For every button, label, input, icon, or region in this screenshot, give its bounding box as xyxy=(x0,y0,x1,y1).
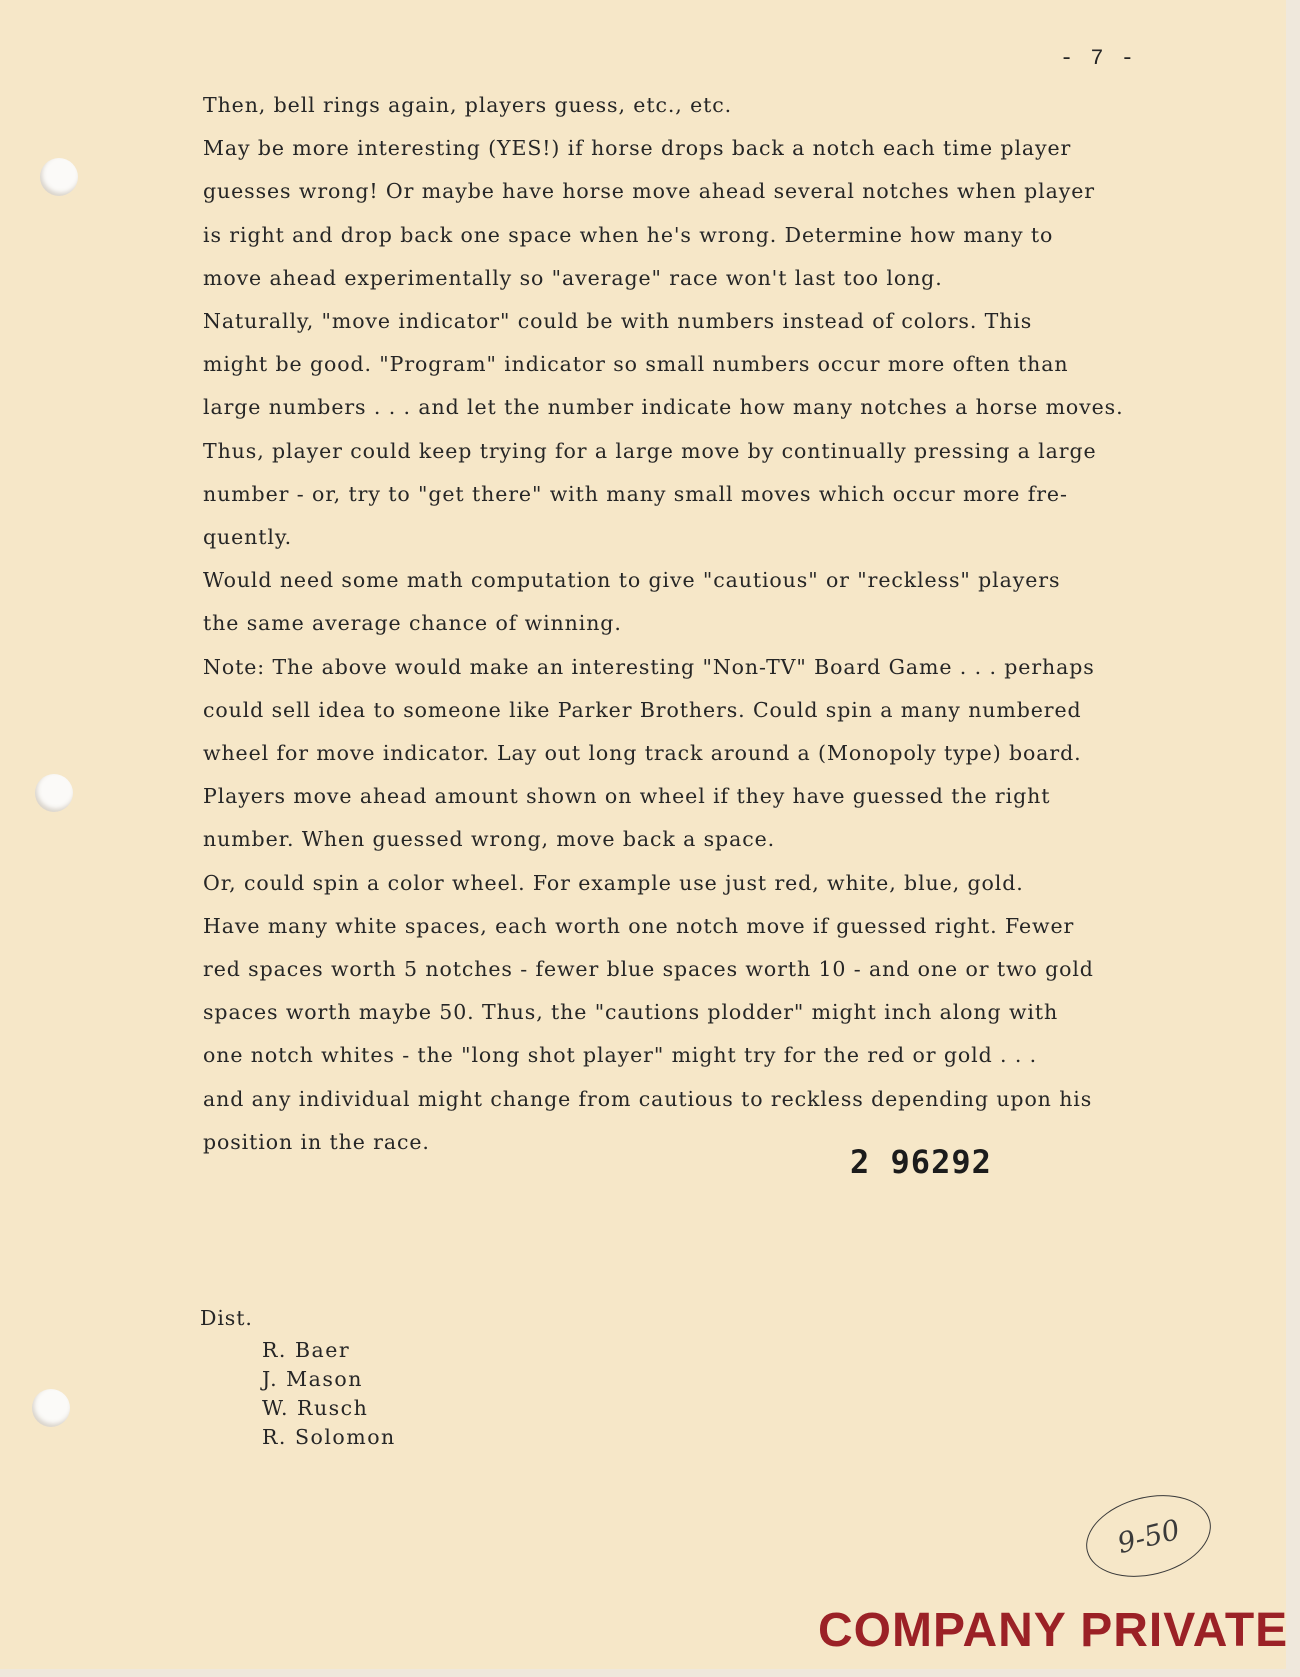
punch-hole-middle xyxy=(35,774,73,812)
body-text xyxy=(203,84,1263,1164)
serial-number: 2 96292 xyxy=(850,1143,992,1181)
handwritten-circled-note xyxy=(1077,1483,1219,1589)
distribution-recipient: J. Mason xyxy=(262,1367,363,1391)
body-line: number. When guessed wrong, move back a space. xyxy=(203,827,776,852)
body-line: the same average chance of winning. xyxy=(203,611,622,636)
body-line: Note: The above would make an interesting "Non-TV" Board Game . . . perhaps xyxy=(203,654,1095,679)
body-line: Naturally, "move indicator" could be with numbers instead of colors. This xyxy=(203,309,1033,334)
body-line: spaces worth maybe 50. Thus, the "cautions plodder" might inch along with xyxy=(203,1000,1059,1025)
body-line: Have many white spaces, each worth one notch move if guessed right. Fewer xyxy=(203,913,1075,938)
distribution-recipient: R. Solomon xyxy=(262,1425,396,1449)
body-line: might be good. "Program" indicator so small numbers occur more often than xyxy=(203,352,1069,377)
company-private-stamp: COMPANY PRIVATE xyxy=(818,1604,1289,1657)
body-line: Or, could spin a color wheel. For example use just red, white, blue, gold. xyxy=(203,870,1024,895)
paper-edge-bottom xyxy=(0,1669,1300,1677)
body-line: guesses wrong! Or maybe have horse move ahead several notches when player xyxy=(203,179,1095,204)
body-line: quently. xyxy=(203,525,293,550)
body-line: position in the race. xyxy=(203,1129,430,1154)
body-line: large numbers . . . and let the number indicate how many notches a horse moves. xyxy=(203,395,1124,420)
body-line: one notch whites - the "long shot player" might try for the red or gold . . . xyxy=(203,1043,1038,1068)
distribution-list xyxy=(262,1336,396,1452)
punch-hole-bottom xyxy=(32,1389,70,1427)
body-line: and any individual might change from cautious to reckless depending upon his xyxy=(203,1086,1093,1111)
body-line: red spaces worth 5 notches - fewer blue spaces worth 10 - and one or two gold xyxy=(203,957,1094,982)
distribution-recipient: R. Baer xyxy=(262,1338,351,1362)
body-line: Thus, player could keep trying for a large move by continually pressing a large xyxy=(203,438,1097,463)
body-line: May be more interesting (YES!) if horse drops back a notch each time player xyxy=(203,136,1072,161)
body-line: move ahead experimentally so "average" race won't last too long. xyxy=(203,265,943,290)
body-line: wheel for move indicator. Lay out long track around a (Monopoly type) board. xyxy=(203,741,1082,766)
page-number: - 7 - xyxy=(1060,46,1137,71)
body-line: number - or, try to "get there" with many small moves which occur more fre- xyxy=(203,481,1068,506)
handwritten-note-text: 9-50 xyxy=(1113,1512,1184,1560)
body-line: is right and drop back one space when he's wrong. Determine how many to xyxy=(203,222,1054,247)
punch-hole-top xyxy=(40,158,78,196)
distribution-recipient: W. Rusch xyxy=(262,1396,369,1420)
body-line: Players move ahead amount shown on wheel if they have guessed the right xyxy=(203,784,1051,809)
distribution-label: Dist. xyxy=(200,1306,253,1330)
paper-edge-right xyxy=(1286,0,1300,1677)
body-line: Then, bell rings again, players guess, etc., etc. xyxy=(203,93,733,117)
body-line: could sell idea to someone like Parker Brothers. Could spin a many numbered xyxy=(203,697,1082,722)
body-line: Would need some math computation to give "cautious" or "reckless" players xyxy=(203,568,1061,593)
